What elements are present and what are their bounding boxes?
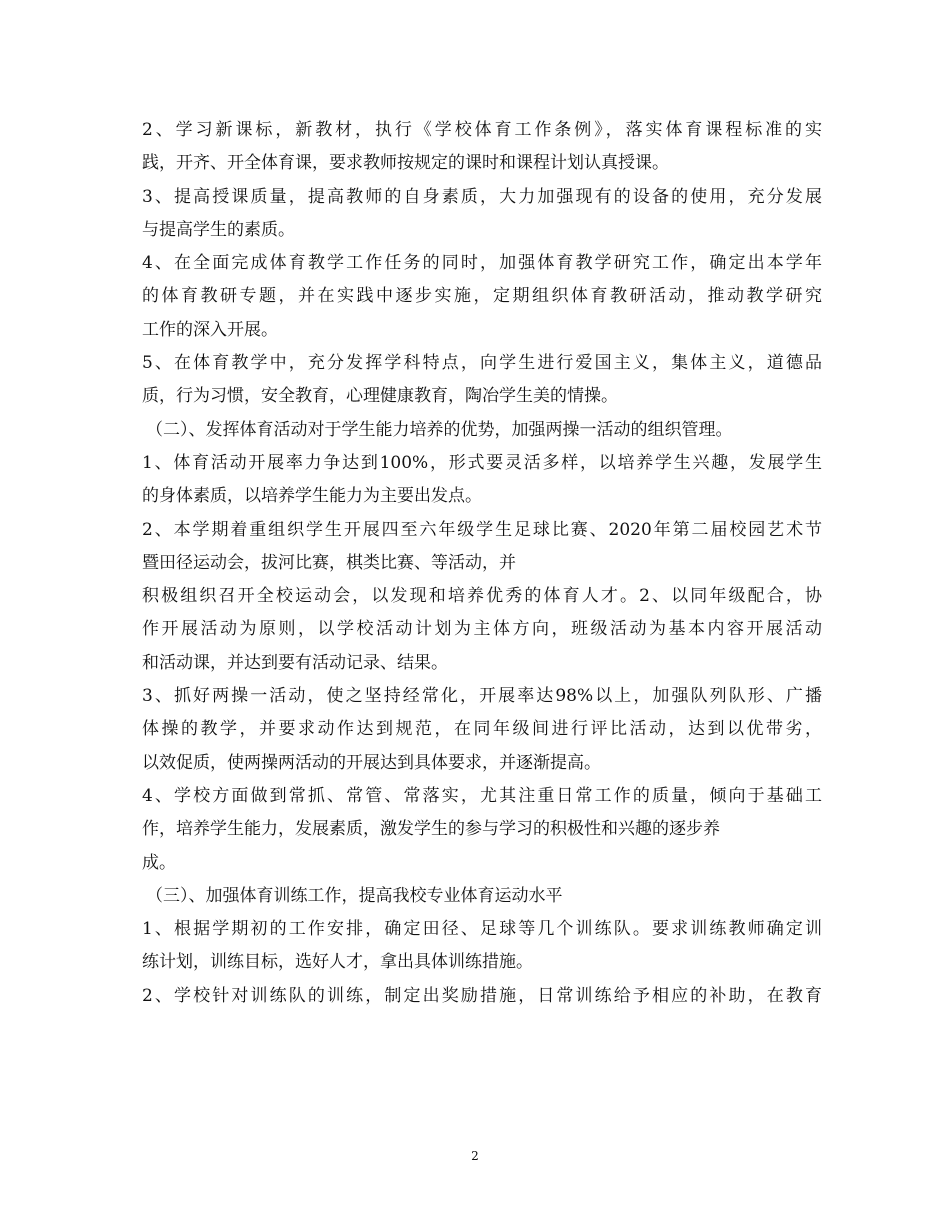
text-line: 3、提高授课质量，提高教师的自身素质，大力加强现有的设备的使用，充分发展 xyxy=(142,186,822,207)
text-line: 践，开齐、开全体育课，要求教师按规定的课时和课程计划认真授课。 xyxy=(142,153,669,174)
text-line: 3、抓好两操一活动，使之坚持经常化，开展率达98%以上，加强队列队形、广播 xyxy=(142,686,822,707)
text-line: 成。 xyxy=(142,852,176,873)
text-line: 4、学校方面做到常抓、常管、常落实，尤其注重日常工作的质量，倾向于基础工 xyxy=(142,785,822,806)
text-line: 2、学校针对训练队的训练，制定出奖励措施，日常训练给予相应的补助，在教育 xyxy=(142,985,822,1006)
text-line: 积极组织召开全校运动会，以发现和培养优秀的体育人才。2、以同年级配合，协 xyxy=(142,586,822,607)
text-line: 的身体素质，以培养学生能力为主要出发点。 xyxy=(142,486,482,507)
text-line: 暨田径运动会，拔河比赛，棋类比赛、等活动，并 xyxy=(142,552,516,573)
page-number: 2 xyxy=(471,1149,479,1163)
section-heading: （二）、发挥体育活动对于学生能力培养的优势，加强两操一活动的组织管理。 xyxy=(146,419,733,440)
text-line: 的体育教研专题，并在实践中逐步实施，定期组织体育教研活动，推动教学研究 xyxy=(142,286,822,307)
text-line: 练计划，训练目标，选好人才，拿出具体训练措施。 xyxy=(142,952,533,973)
text-line: 1、根据学期初的工作安排，确定田径、足球等几个训练队。要求训练教师确定训 xyxy=(142,919,822,940)
text-line: 作开展活动为原则，以学校活动计划为主体方向，班级活动为基本内容开展活动 xyxy=(142,619,822,640)
text-line: 2、本学期着重组织学生开展四至六年级学生足球比赛、2020年第二届校园艺术节 xyxy=(142,519,822,540)
text-line: 工作的深入开展。 xyxy=(142,319,278,340)
text-line: 4、在全面完成体育教学工作任务的同时，加强体育教学研究工作，确定出本学年 xyxy=(142,253,822,274)
document-body xyxy=(142,114,822,1013)
text-line: 1、体育活动开展率力争达到100%，形式要灵活多样，以培养学生兴趣，发展学生 xyxy=(142,452,822,473)
text-line: 和活动课，并达到要有活动记录、结果。 xyxy=(142,652,448,673)
text-line: 作，培养学生能力，发展素质，激发学生的参与学习的积极性和兴趣的逐步养 xyxy=(142,819,720,840)
section-heading: （三）、加强体育训练工作，提高我校专业体育运动水平 xyxy=(146,885,563,906)
text-line: 质，行为习惯，安全教育，心理健康教育，陶冶学生美的情操。 xyxy=(142,386,618,407)
text-line: 与提高学生的素质。 xyxy=(142,219,295,240)
text-line: 以效促质，使两操两活动的开展达到具体要求，并逐渐提高。 xyxy=(142,752,601,773)
text-line: 体操的教学，并要求动作达到规范，在同年级间进行评比活动，达到以优带劣， xyxy=(142,719,822,740)
text-line: 2、学习新课标，新教材，执行《学校体育工作条例》，落实体育课程标准的实 xyxy=(142,120,822,140)
text-line: 5、在体育教学中，充分发挥学科特点，向学生进行爱国主义，集体主义，道德品 xyxy=(142,353,822,374)
